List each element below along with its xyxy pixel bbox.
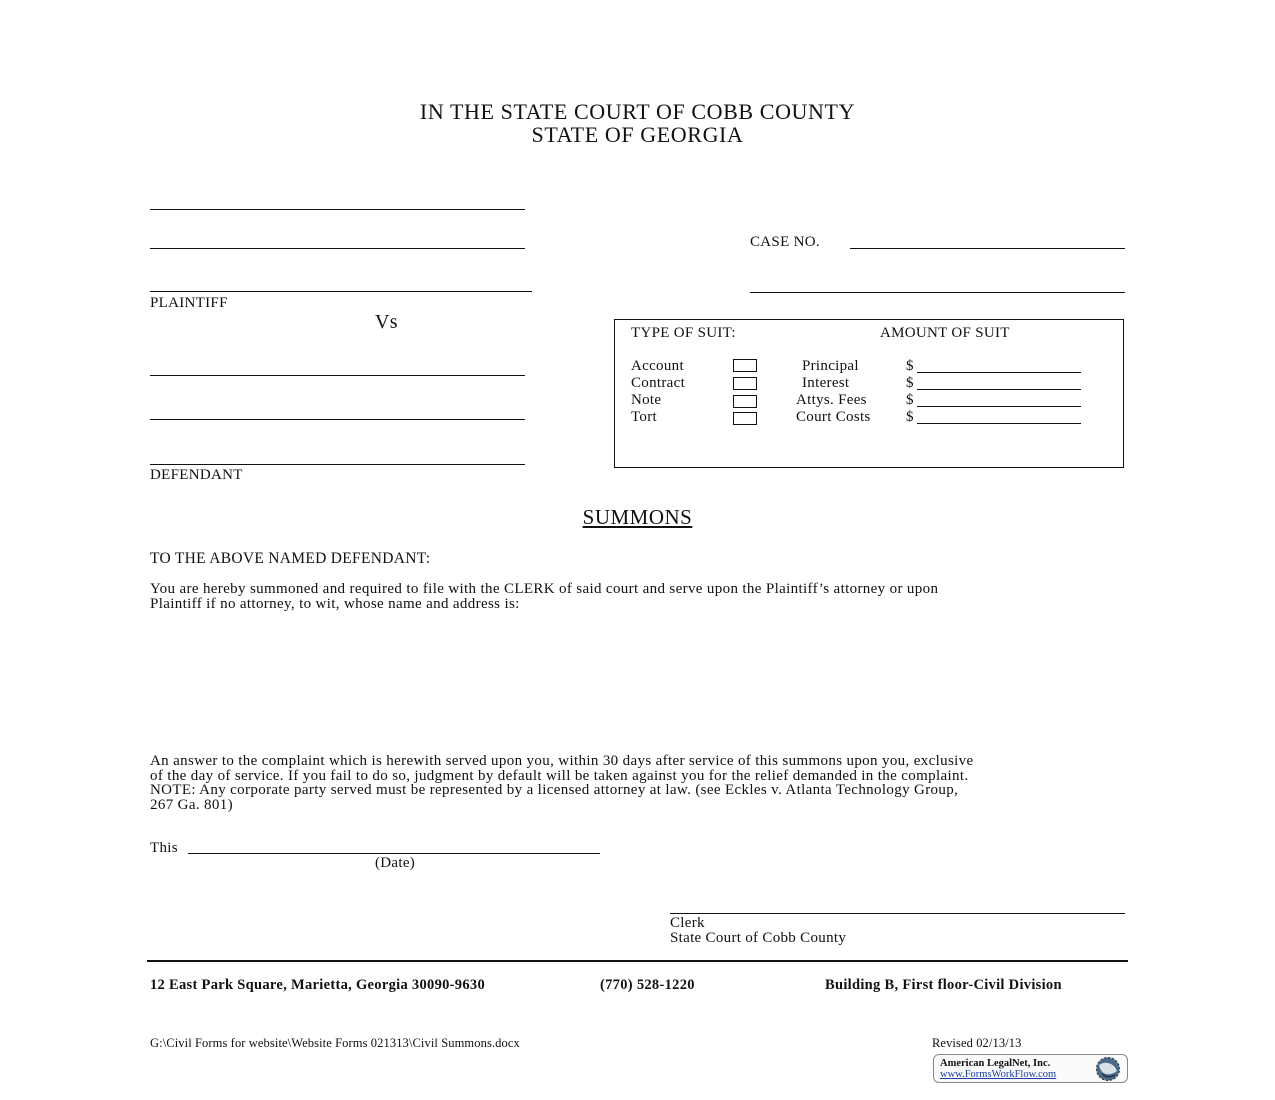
defendant-line-2[interactable] <box>150 419 525 420</box>
amount-of-suit-label: AMOUNT OF SUIT <box>880 325 1010 341</box>
court-building: Building B, First floor-Civil Division <box>825 977 1062 993</box>
interest-amount-field[interactable] <box>917 389 1081 390</box>
paragraph-line: NOTE: Any corporate party served must be represented by a licensed attorney at law. (see Eckles v. Atlanta Technology Group, <box>150 782 959 799</box>
defendant-label: DEFENDANT <box>150 467 243 483</box>
case-no-extra-line[interactable] <box>750 292 1125 293</box>
defendant-line-3[interactable] <box>150 464 525 465</box>
paragraph-line: You are hereby summoned and required to file with the CLERK of said court and serve upon the Plaintiff’s attorney or upon <box>150 581 939 597</box>
court-name-label: State Court of Cobb County <box>670 930 847 946</box>
court-costs-amount-field[interactable] <box>917 423 1081 424</box>
suit-type-contract: Contract <box>631 375 686 391</box>
currency-sign: $ <box>906 392 914 408</box>
amount-principal-label: Principal <box>802 358 859 374</box>
date-field[interactable] <box>188 853 600 854</box>
court-phone: (770) 528-1220 <box>600 977 695 993</box>
plaintiff-line-2[interactable] <box>150 248 525 249</box>
paragraph-line: 267 Ga. 801) <box>150 796 233 813</box>
court-title: IN THE STATE COURT OF COBB COUNTY <box>419 99 856 124</box>
contract-checkbox[interactable] <box>733 377 757 390</box>
note-checkbox[interactable] <box>733 395 757 408</box>
court-address: 12 East Park Square, Marietta, Georgia 30090-9630 <box>150 977 486 993</box>
suit-type-account: Account <box>631 358 684 374</box>
type-of-suit-label: TYPE OF SUIT: <box>631 325 736 341</box>
summons-paragraph-2 <box>150 754 1130 812</box>
case-no-label: CASE NO. <box>750 234 820 250</box>
file-path: G:\Civil Forms for website\Website Forms 021313\Civil Summons.docx <box>150 1036 520 1050</box>
date-label: (Date) <box>375 855 416 871</box>
logo-website-link[interactable]: www.FormsWorkFlow.com <box>940 1069 1057 1080</box>
american-legalnet-logo[interactable] <box>933 1054 1128 1083</box>
defendant-line-1[interactable] <box>150 375 525 376</box>
tort-checkbox[interactable] <box>733 412 757 425</box>
paragraph-line: Plaintiff if no attorney, to wit, whose name and address is: <box>150 595 520 612</box>
attys-fees-amount-field[interactable] <box>917 406 1081 407</box>
paragraph-line: An answer to the complaint which is herewith served upon you, within 30 days after service of this summons upon you, exclusive <box>150 753 974 769</box>
amount-interest-label: Interest <box>802 375 850 391</box>
plaintiff-line-1[interactable] <box>150 209 525 210</box>
currency-sign: $ <box>906 375 914 391</box>
case-no-field[interactable] <box>850 248 1125 249</box>
globe-icon <box>1091 1056 1125 1082</box>
suit-type-note: Note <box>631 392 662 408</box>
logo-company-name: American LegalNet, Inc. <box>940 1058 1051 1069</box>
footer-divider <box>147 960 1128 962</box>
currency-sign: $ <box>906 358 914 374</box>
addressee-line: TO THE ABOVE NAMED DEFENDANT: <box>150 550 431 567</box>
amount-court-costs-label: Court Costs <box>796 409 871 425</box>
currency-sign: $ <box>906 409 914 425</box>
account-checkbox[interactable] <box>733 359 757 372</box>
summons-title: SUMMONS <box>582 505 693 529</box>
plaintiff-line-3[interactable] <box>150 291 532 292</box>
versus-label: Vs <box>375 311 398 333</box>
summons-paragraph-1 <box>150 582 1130 611</box>
paragraph-line: of the day of service. If you fail to do so, judgment by default will be taken against you for the relief demanded in the complaint. <box>150 767 969 784</box>
clerk-label: Clerk <box>670 915 705 931</box>
plaintiff-label: PLAINTIFF <box>150 295 228 311</box>
amount-attys-fees-label: Attys. Fees <box>796 392 867 408</box>
state-title: STATE OF GEORGIA <box>531 122 744 147</box>
clerk-signature-line[interactable] <box>670 913 1125 914</box>
suit-type-tort: Tort <box>631 409 657 425</box>
principal-amount-field[interactable] <box>917 372 1081 373</box>
this-label: This <box>150 840 178 856</box>
revised-date: Revised 02/13/13 <box>932 1036 1022 1050</box>
